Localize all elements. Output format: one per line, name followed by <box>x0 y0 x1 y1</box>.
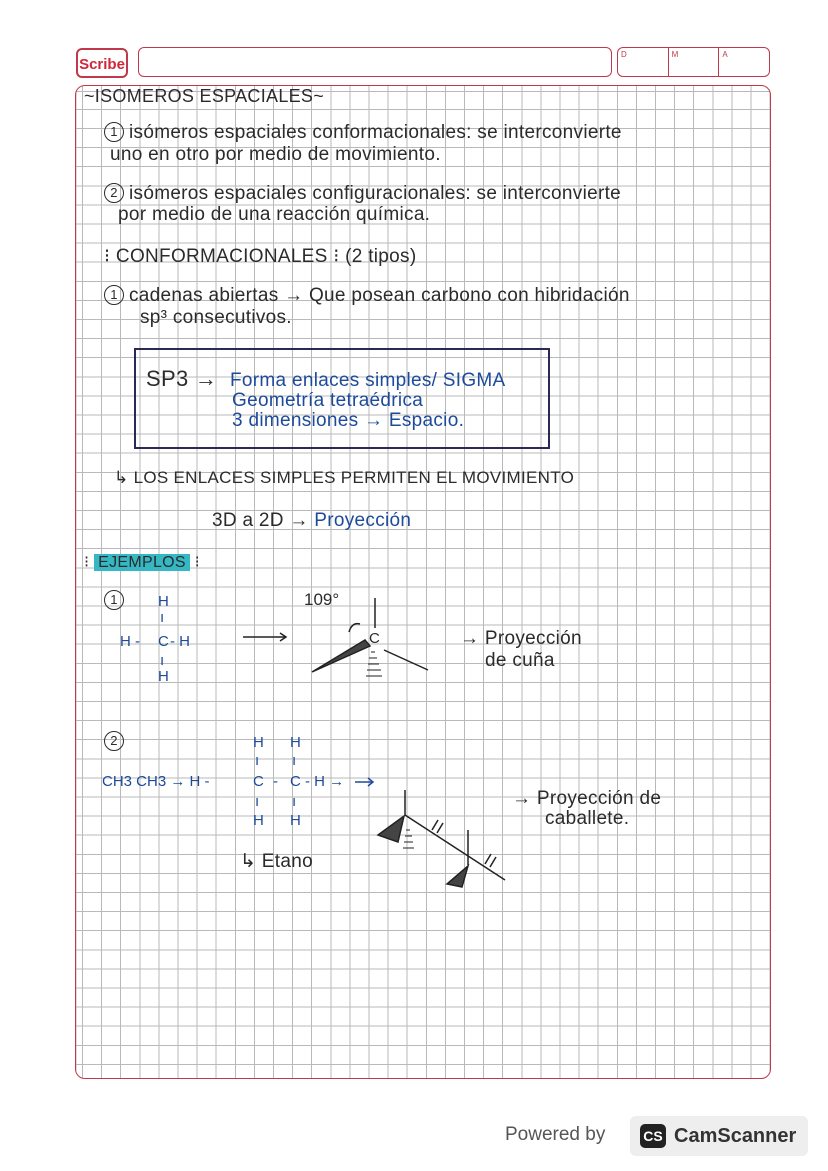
bond: ı <box>160 609 165 626</box>
bond: ı <box>292 793 297 810</box>
scribe-logo: Scribe <box>76 48 128 78</box>
item2-line2: por medio de una reacción química. <box>118 204 431 225</box>
arrow-icon <box>243 633 286 641</box>
camscanner-name: CamScanner <box>674 1125 797 1147</box>
powered-by-text: Powered by <box>505 1124 606 1145</box>
number-badge: 2 <box>104 731 124 751</box>
wedge-projection-label2: de cuña <box>485 650 555 671</box>
methane-h-bottom: H <box>158 668 169 685</box>
ethane-h-top1: H <box>253 734 264 751</box>
projection-prefix: 3D a 2D → <box>212 510 309 531</box>
open-chains-line2: sp³ consecutivos. <box>140 307 292 328</box>
methane-c: C <box>158 633 169 650</box>
bond: ı <box>255 793 260 810</box>
ethane-c2: C <box>290 773 301 790</box>
sawhorse-label1: → Proyección de <box>512 788 662 809</box>
wedge-carbon: C <box>369 630 380 647</box>
methane-h-right: - H <box>170 633 190 650</box>
bond-angle: 109° <box>304 590 340 609</box>
number-badge: 1 <box>104 285 124 305</box>
ethane-formula: CH3 CH3 → H - <box>102 773 210 790</box>
open-chains-text: cadenas abiertas → Que posean carbono con hibridación <box>129 285 630 306</box>
conformacionales-heading: ⁝ CONFORMACIONALES ⁝ (2 tipos) <box>104 246 417 267</box>
sp3-label: SP3 → <box>146 366 218 391</box>
sp3-line1: Forma enlaces simples/ SIGMA <box>230 370 506 391</box>
ethane-h-top2: H <box>290 734 301 751</box>
ethane-c1: C <box>253 773 264 790</box>
sp3-line3: 3 dimensiones → Espacio. <box>232 410 465 431</box>
sawhorse-label2: caballete. <box>545 808 630 829</box>
methane-h-top: H <box>158 593 169 610</box>
number-badge: 1 <box>104 122 124 142</box>
bond: ı <box>160 652 165 669</box>
item1-text: isómeros espaciales conformacionales: se interconvierte <box>129 122 622 143</box>
page-title: ~ISOMEROS ESPACIALES~ <box>84 86 325 106</box>
arrow-icon <box>355 778 373 786</box>
simple-bonds-note: ↳ LOS ENLACES SIMPLES PERMITEN EL MOVIMIENTO <box>114 468 575 487</box>
date-year-label: A <box>722 50 728 59</box>
bond: ı <box>292 752 297 769</box>
methane-h-left: H - <box>120 633 140 650</box>
ethane-h-bot1: H <box>253 812 264 829</box>
number-badge: 2 <box>104 183 124 203</box>
ethane-dash: - <box>273 773 278 790</box>
sawhorse-projection <box>378 790 505 887</box>
examples-highlight: EJEMPLOS <box>94 554 190 571</box>
item1-line2: uno en otro por medio de movimiento. <box>110 144 441 165</box>
item2-text: isómeros espaciales configuracionales: se interconvierte <box>129 183 622 204</box>
camscanner-icon: CS <box>640 1124 666 1148</box>
sp3-line2: Geometría tetraédrica <box>232 390 424 411</box>
example2-number <box>104 731 129 753</box>
ethane-tail: - H → <box>305 773 345 790</box>
projection-word: Proyección <box>314 510 412 531</box>
wedge-projection <box>312 598 428 676</box>
number-badge: 1 <box>104 590 124 610</box>
bond: ı <box>255 752 260 769</box>
ethane-h-bot2: H <box>290 812 301 829</box>
examples-heading: ⁝ EJEMPLOS ⁝ <box>84 554 201 571</box>
date-month-label: M <box>669 48 720 76</box>
wedge-projection-label1: → Proyección <box>460 628 582 649</box>
date-day-label: D <box>618 48 669 76</box>
ethane-name: ↳ Etano <box>240 851 313 872</box>
